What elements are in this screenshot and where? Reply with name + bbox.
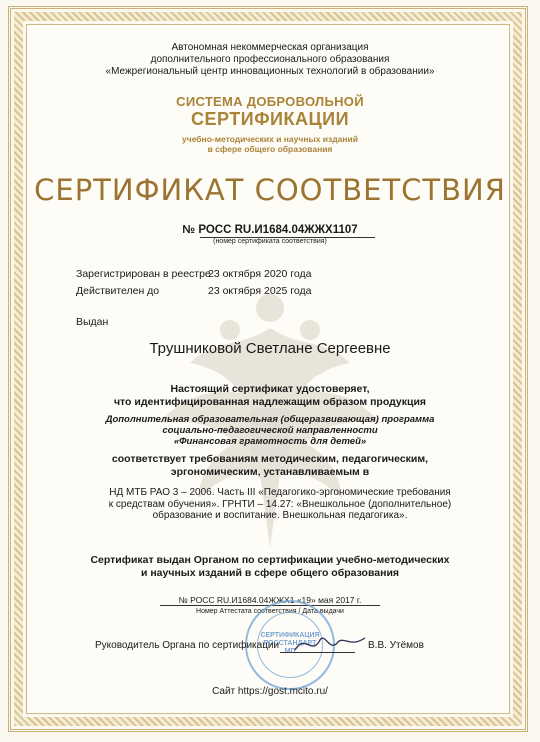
- issued-label: Выдан: [76, 316, 109, 328]
- organization-header: [30, 42, 510, 78]
- program-line-3: «Финансовая грамотность для детей»: [173, 436, 367, 447]
- certificate-title: СЕРТИФИКАТ СООТВЕТСТВИЯ: [34, 173, 506, 207]
- certificate-number: № РОСС RU.И1684.04ЖЖХ1107: [182, 224, 358, 236]
- stamp-line-3: МП: [284, 648, 296, 655]
- stamp-line-1: СЕРТИФИКАЦИЯ: [260, 632, 320, 639]
- program-line-1: Дополнительная образовательная (общеразвивающая) программа: [105, 414, 435, 425]
- organ-line-1: Сертификат выдан Органом по сертификации учебно-методических: [90, 554, 450, 566]
- valid-until-label: Действителен до: [76, 285, 160, 297]
- stamp-line-2: РОССТАНДАРТ: [263, 640, 317, 647]
- compliance-statement: [30, 453, 510, 479]
- website: Сайт https://gost.mcito.ru/: [212, 686, 328, 697]
- organization-line-1: Автономная некоммерческая организация: [171, 42, 369, 53]
- certificate-number-note: (номер сертификата соответствия): [213, 238, 327, 245]
- head-of-organ-label: Руководитель Органа по сертификации: [95, 640, 280, 651]
- standards-line-1: НД МТБ РАО 3 – 2006. Часть III «Педагогико-эргономические требования: [109, 487, 451, 498]
- certificate-holder: Трушниковой Светлане Сергеевне: [149, 340, 391, 357]
- system-logo-title-small: СИСТЕМА ДОБРОВОЛЬНОЙ: [176, 94, 364, 109]
- signature: [290, 628, 370, 658]
- statement: [30, 383, 510, 409]
- standards-line-3: образование и воспитание. Внешкольная педагогика».: [152, 510, 408, 521]
- attestation-number: № РОСС RU.И1684.04ЖЖХ1 «19» мая 2017 г.: [178, 595, 362, 605]
- compliance-line-2: эргономическим, устанавливаемым в: [170, 466, 370, 478]
- registered-label: Зарегистрирован в реестре: [76, 268, 211, 280]
- system-logo-sub-1: учебно-методических и научных изданий: [182, 134, 358, 144]
- program-name: [30, 414, 510, 447]
- program-line-2: социально-педагогической направленности: [162, 425, 378, 436]
- signature-line: [280, 652, 355, 653]
- head-of-organ-name: В.В. Утёмов: [368, 640, 424, 651]
- valid-until-date: 23 октября 2025 года: [208, 285, 312, 297]
- organ-line-2: и научных изданий в сфере общего образования: [140, 567, 400, 579]
- compliance-line-1: соответствует требованиям методическим, педагогическим,: [111, 453, 429, 465]
- system-logo-sub-2: в сфере общего образования: [207, 144, 333, 154]
- organization-line-3: «Межрегиональный центр инновационных технологий в образовании»: [105, 66, 435, 77]
- attestation-note: Номер Аттестата соответствия / Дата выдачи: [196, 608, 344, 615]
- organization-line-2: дополнительного профессионального образования: [150, 54, 390, 65]
- statement-line-1: Настоящий сертификат удостоверяет,: [170, 383, 370, 395]
- system-logo-title-big: СЕРТИФИКАЦИИ: [190, 109, 349, 129]
- standards-reference: [80, 487, 480, 522]
- system-logo-subtitle: [30, 134, 510, 154]
- statement-line-2: что идентифицированная надлежащим образом продукция: [113, 396, 427, 408]
- standards-line-2: к средствам обучения». ГРНТИ – 14.27: «Внешкольное (дополнительное): [108, 498, 452, 510]
- issuing-organ: [30, 554, 510, 580]
- registered-date: 23 октября 2020 года: [208, 268, 312, 280]
